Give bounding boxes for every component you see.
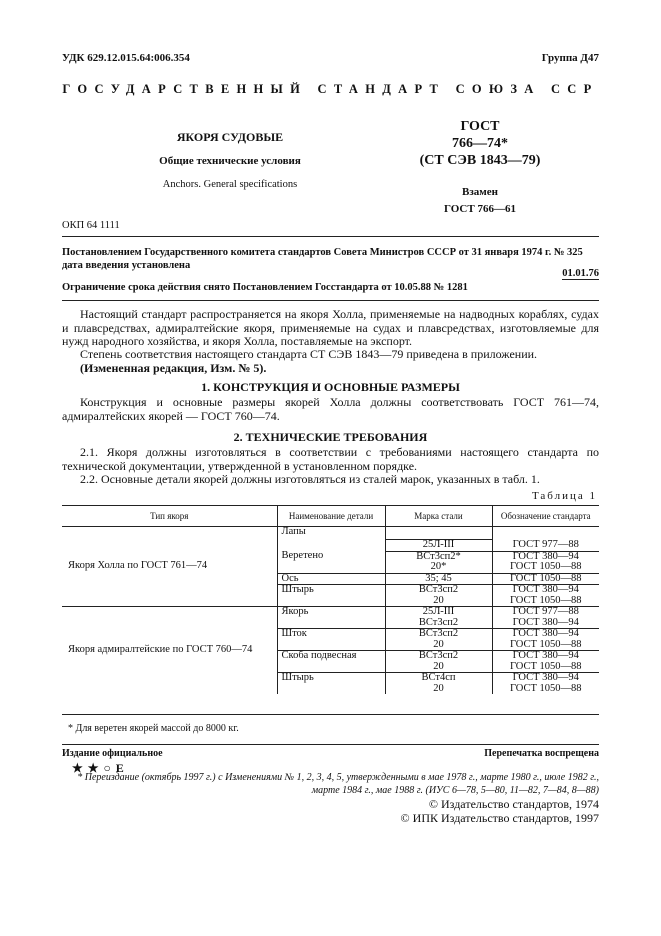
- anchor-type-cell: Якоря адмиралтейские по ГОСТ 760—74: [62, 607, 277, 695]
- replaces-standard: ГОСТ 766—61: [444, 203, 516, 215]
- steel-grade-cell: ВСт3сп2*: [385, 551, 492, 562]
- clause-2-1: 2.1. Якоря должны изготовляться в соответствии с требованиями настоящего стандарта по технической документации, утвержденной в установленном порядке.: [62, 445, 599, 473]
- part-name-cell: Ось: [277, 573, 385, 585]
- reedition-note: * Переиздание (октябрь 1997 г.) с Изменениями № 1, 2, 3, 4, 5, утвержденными в мае 1978 г., марте 1980 г., июле 1982 г., марте 1984 г., мае 1988 г. (ИУС 6—78, 5—80, 11—82, 7—84, 8—88): [77, 772, 599, 796]
- column-header: Тип якоря: [62, 506, 277, 527]
- steel-grade-cell: ВСт3сп2: [385, 585, 492, 596]
- standard-cell: ГОСТ 380—94: [492, 618, 599, 629]
- standard-cell: ГОСТ 977—88: [492, 540, 599, 552]
- standard-cell: ГОСТ 977—88: [492, 607, 599, 618]
- part-name-cell: Штырь: [277, 673, 385, 695]
- standard-cell: ГОСТ 380—94: [492, 585, 599, 596]
- standard-cell: ГОСТ 1050—88: [492, 684, 599, 695]
- steel-grade-cell: ВСт3сп2: [385, 618, 492, 629]
- section-2-heading: 2. ТЕХНИЧЕСКИЕ ТРЕБОВАНИЯ: [233, 430, 428, 444]
- standard-cell: ГОСТ 380—94: [492, 673, 599, 684]
- udk-code: УДК 629.12.015.64:006.354: [62, 52, 190, 64]
- copyright-1997: © ИПК Издательство стандартов, 1997: [400, 811, 599, 825]
- steel-grade-cell: ВСт4сп: [385, 673, 492, 684]
- official-edition-label: Издание официальное: [62, 748, 163, 759]
- standard-cell: ГОСТ 380—94: [492, 551, 599, 562]
- steel-grade-cell: [385, 527, 492, 540]
- steel-grade-cell: ВСт3сп2: [385, 629, 492, 640]
- table-bottom-rule: [62, 714, 599, 715]
- cmea-number: (СТ СЭВ 1843—79): [419, 153, 541, 168]
- limit-removed-text: Ограничение срока действия снято Постановлением Госстандарта от 10.05.88 № 1281: [62, 282, 468, 293]
- gost-label: ГОСТ: [460, 119, 500, 134]
- document-subtitle: Общие технические условия: [159, 155, 301, 167]
- standard-cell: ГОСТ 1050—88: [492, 640, 599, 651]
- scope-paragraph: Настоящий стандарт распространяется на якоря Холла, применяемые на надводных кораблях, судах и плавсредствах, адмиралтейские якоря, применяемые на судах и плавсредствах, изготовляемые для нужд народного хозяйства, и якоря Холла, поставляемые на экспорт.: [62, 307, 599, 348]
- steel-grade-cell: ВСт3сп2: [385, 651, 492, 662]
- replaces-block: [390, 184, 570, 218]
- reprint-prohibited-label: Перепечатка воспрещена: [484, 748, 599, 759]
- part-name-cell: Веретено: [277, 540, 385, 574]
- standard-designation: [390, 118, 570, 169]
- gost-number: 766—74*: [452, 136, 508, 151]
- document-title: ЯКОРЯ СУДОВЫЕ: [176, 130, 284, 144]
- quality-marks: ★ ★ ○ E: [72, 761, 125, 775]
- standard-cell: ГОСТ 1050—88: [492, 573, 599, 585]
- table-footnote: * Для веретен якорей массой до 8000 кг.: [68, 723, 239, 734]
- english-title: Anchors. General specifications: [162, 179, 298, 190]
- clause-2-2: 2.2. Основные детали якорей должны изготовляться из сталей марок, указанных в табл. 1.: [80, 472, 540, 486]
- part-name-cell: Скоба подвесная: [277, 651, 385, 673]
- section-1-text: Конструкция и основные размеры якорей Холла должны соответствовать ГОСТ 761—74, адмиралтейских якорей — ГОСТ 760—74.: [62, 395, 599, 423]
- steel-grade-cell: 20: [385, 684, 492, 695]
- amendment-note: (Измененная редакция, Изм. № 5).: [80, 361, 267, 375]
- standard-cell: ГОСТ 380—94: [492, 651, 599, 662]
- group-code: Группа Д47: [541, 52, 599, 64]
- decree-text: Постановлением Государственного комитета стандартов Совета Министров СССР от 31 января 1974 г. № 325 дата введения установлена: [62, 247, 583, 271]
- okp-code: ОКП 64 1111: [62, 220, 120, 231]
- table-row: [62, 527, 599, 540]
- state-standard-heading: ГОСУДАРСТВЕННЫЙ СТАНДАРТ СОЮЗА ССР: [62, 82, 599, 96]
- divider: [62, 300, 599, 301]
- introduction-date: 01.01.76: [562, 268, 599, 279]
- anchor-type-cell: Якоря Холла по ГОСТ 761—74: [68, 560, 208, 572]
- footer-rule: [62, 744, 599, 745]
- column-header: Наименование детали: [277, 506, 385, 527]
- part-name-cell: Лапы: [277, 527, 385, 540]
- replaces-label: Взамен: [462, 186, 498, 198]
- table-row: [62, 607, 599, 618]
- divider: [62, 236, 599, 237]
- table-caption: Таблица 1: [531, 490, 597, 502]
- copyright-1974: © Издательство стандартов, 1974: [428, 797, 599, 811]
- steel-grades-table: [62, 505, 599, 694]
- table-header-row: [62, 506, 599, 527]
- standard-cell: ГОСТ 1050—88: [492, 596, 599, 607]
- column-header: Марка стали: [385, 506, 492, 527]
- part-name-cell: Якорь: [277, 607, 385, 629]
- standard-cell: ГОСТ 1050—88: [492, 562, 599, 573]
- conformity-paragraph: Степень соответствия настоящего стандарта СТ СЭВ 1843—79 приведена в приложении.: [80, 347, 538, 361]
- section-1-heading: 1. КОНСТРУКЦИЯ И ОСНОВНЫЕ РАЗМЕРЫ: [201, 380, 460, 394]
- steel-grade-cell: 35; 45: [385, 573, 492, 585]
- standard-cell: [492, 527, 599, 540]
- steel-grade-cell: 20: [385, 662, 492, 673]
- steel-grade-cell: 20*: [385, 562, 492, 573]
- standard-cell: ГОСТ 1050—88: [492, 662, 599, 673]
- column-header: Обозначение стандарта: [492, 506, 599, 527]
- steel-grade-cell: 20: [385, 640, 492, 651]
- steel-grade-cell: 25Л-III: [385, 607, 492, 618]
- standard-cell: ГОСТ 380—94: [492, 629, 599, 640]
- part-name-cell: Штырь: [277, 585, 385, 607]
- steel-grade-cell: 25Л-III: [385, 540, 492, 552]
- steel-grade-cell: 20: [385, 596, 492, 607]
- part-name-cell: Шток: [277, 629, 385, 651]
